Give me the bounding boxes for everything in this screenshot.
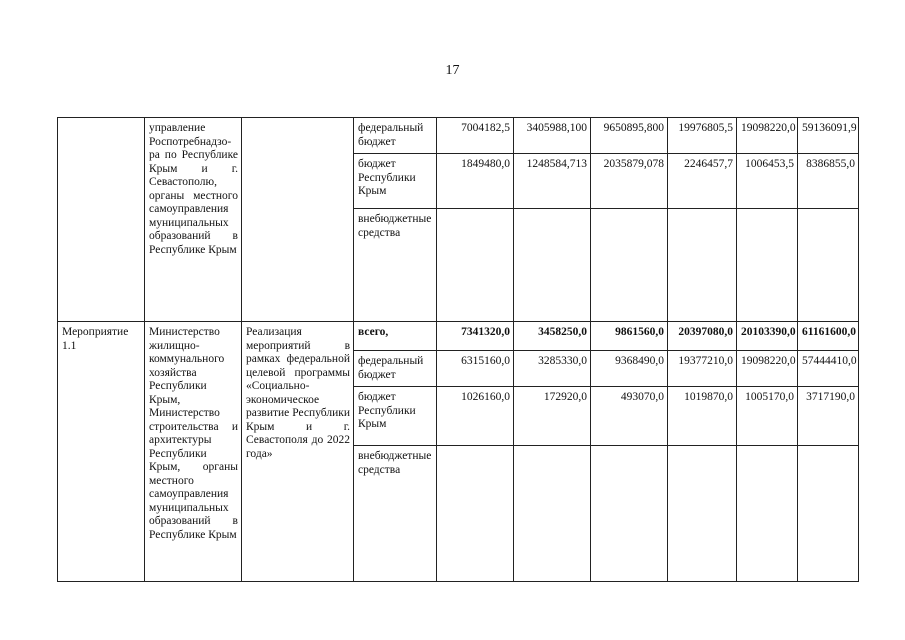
value-cell: 172920,0 — [514, 387, 591, 446]
value-cell: 1005170,0 — [737, 387, 798, 446]
value-cell: 57444410,0 — [798, 351, 859, 387]
value-cell: 7004182,5 — [437, 118, 514, 154]
value-cell — [514, 209, 591, 322]
value-cell: 9861560,0 — [591, 322, 668, 351]
value-cell — [437, 209, 514, 322]
value-cell: 3285330,0 — [514, 351, 591, 387]
value-cell: 9650895,800 — [591, 118, 668, 154]
value-cell: 1006453,5 — [737, 154, 798, 209]
executor-cell: управление Роспотребнадзо-ра по Республике Крым и г. Севастополю, органы местного самоуправления муниципальных образований в Республике Крым — [145, 118, 242, 322]
value-cell: 19976805,5 — [668, 118, 737, 154]
table-row — [58, 118, 859, 154]
funding-source-cell: внебюджетные средства — [354, 209, 437, 322]
funding-source-cell: всего, — [354, 322, 437, 351]
value-cell: 3717190,0 — [798, 387, 859, 446]
value-cell: 7341320,0 — [437, 322, 514, 351]
value-cell — [737, 209, 798, 322]
page-number: 17 — [445, 63, 460, 78]
funding-source-cell: бюджет Республики Крым — [354, 154, 437, 209]
budget-table — [57, 117, 859, 582]
value-cell: 3458250,0 — [514, 322, 591, 351]
value-cell: 1248584,713 — [514, 154, 591, 209]
funding-source-cell: федеральный бюджет — [354, 351, 437, 387]
value-cell: 8386855,0 — [798, 154, 859, 209]
value-cell — [798, 209, 859, 322]
executor-cell: Министерство жилищно-коммунального хозяйства Республики Крым, Министерство строительства и архитектуры Республики Крым, органы местного самоуправления муниципальных образований в Республике Крым — [145, 322, 242, 582]
value-cell: 2246457,7 — [668, 154, 737, 209]
value-cell: 493070,0 — [591, 387, 668, 446]
value-cell: 6315160,0 — [437, 351, 514, 387]
value-cell — [737, 446, 798, 582]
value-cell — [591, 446, 668, 582]
value-cell: 61161600,0 — [798, 322, 859, 351]
description-cell: Реализация мероприятий в рамках федеральной целевой программы «Социально-экономическое развитие Республики Крым и г. Севастополя до 2022 года» — [242, 322, 354, 582]
value-cell: 9368490,0 — [591, 351, 668, 387]
value-cell: 2035879,078 — [591, 154, 668, 209]
description-cell — [242, 118, 354, 322]
value-cell: 1849480,0 — [437, 154, 514, 209]
funding-source-cell: федеральный бюджет — [354, 118, 437, 154]
value-cell: 1019870,0 — [668, 387, 737, 446]
value-cell: 19098220,0 — [737, 118, 798, 154]
value-cell: 1026160,0 — [437, 387, 514, 446]
value-cell — [591, 209, 668, 322]
funding-source-cell: внебюджетные средства — [354, 446, 437, 582]
table-row — [58, 322, 859, 351]
value-cell — [668, 209, 737, 322]
value-cell: 20397080,0 — [668, 322, 737, 351]
value-cell: 59136091,9 — [798, 118, 859, 154]
value-cell — [798, 446, 859, 582]
value-cell: 19098220,0 — [737, 351, 798, 387]
funding-source-cell: бюджет Республики Крым — [354, 387, 437, 446]
measure-name-cell: Мероприятие 1.1 — [58, 322, 145, 582]
value-cell: 3405988,100 — [514, 118, 591, 154]
measure-name-cell — [58, 118, 145, 322]
value-cell: 20103390,0 — [737, 322, 798, 351]
value-cell — [514, 446, 591, 582]
value-cell — [437, 446, 514, 582]
value-cell — [668, 446, 737, 582]
value-cell: 19377210,0 — [668, 351, 737, 387]
